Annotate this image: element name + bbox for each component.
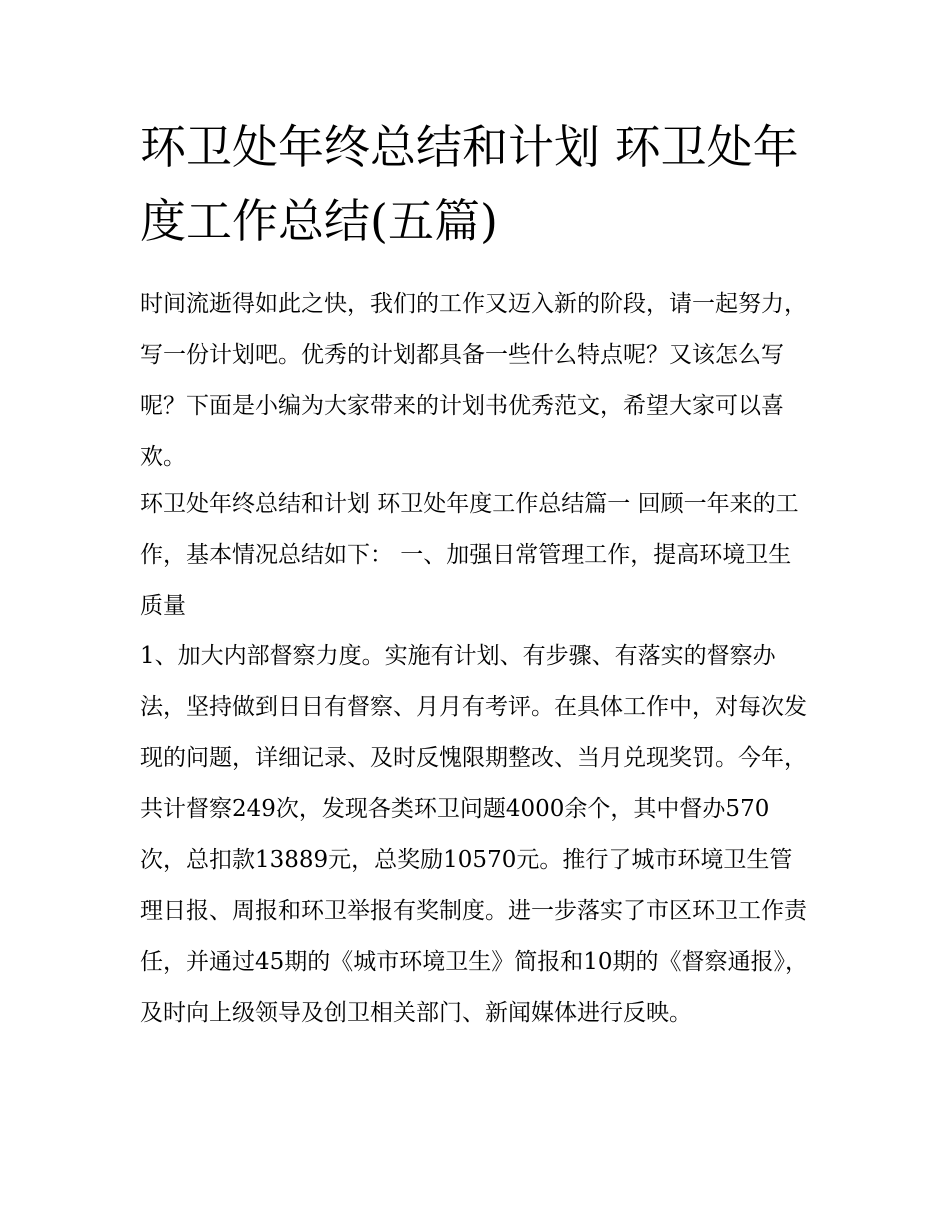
section-heading-paragraph: 环卫处年终总结和计划 环卫处年度工作总结篇一 回顾一年来的工作，基本情况总结如下： 一、加强日常管理工作，提高环境卫生质量 (140, 491, 799, 619)
intro-paragraph: 时间流逝得如此之快，我们的工作又迈入新的阶段，请一起努力，写一份计划吧。优秀的计划都具备一些什么特点呢？又该怎么写呢？下面是小编为大家带来的计划书优秀范文，希望大家可以喜欢。 (140, 291, 807, 470)
document-title: 环卫处年终总结和计划 环卫处年度工作总结(五篇) (140, 120, 799, 248)
body-paragraph: 1、加大内部督察力度。实施有计划、有步骤、有落实的督察办法，坚持做到日日有督察、月月有考评。在具体工作中，对每次发现的问题，详细记录、及时反愧限期整改、当月兑现奖罚。今年，共计督察249次，发现各类环卫问题4000余个，其中督办570次，总扣款13889元，总奖励10570元。推行了城市环境卫生管理日报、周报和环卫举报有奖制度。进一步落实了市区环卫工作责任，并通过45期的《城市环境卫生》简报和10期的《督察通报》，及时向上级领导及创卫相关部门、新闻媒体进行反映。 (140, 643, 809, 1026)
